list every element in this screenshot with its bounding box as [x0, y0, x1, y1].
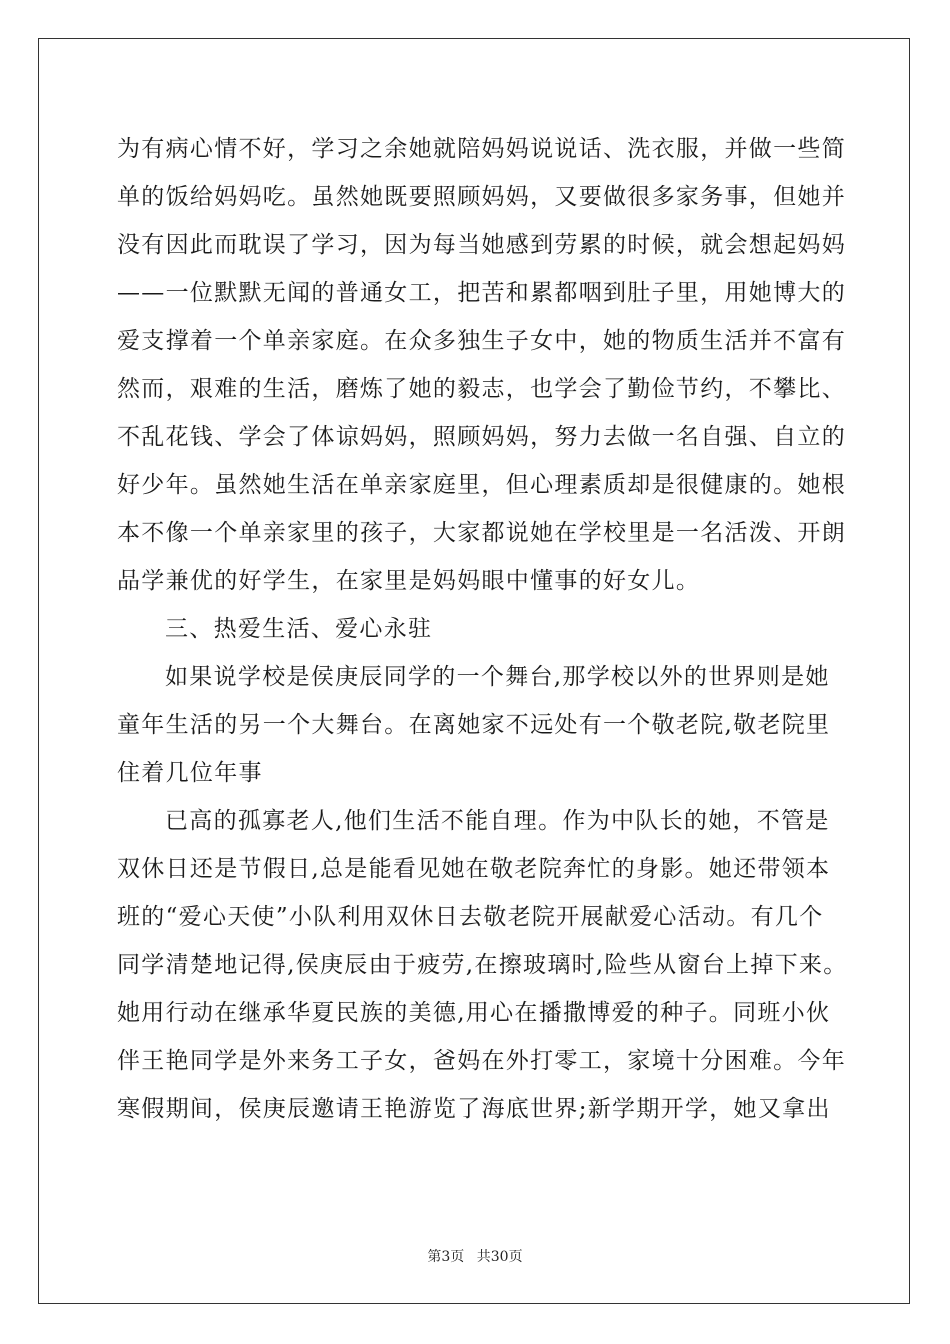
text-line: 她用行动在继承华夏民族的美德,用心在播撒博爱的种子。同班小伙	[117, 1000, 831, 1026]
page-number: 第3页	[427, 1249, 465, 1265]
text-line: 不乱花钱、学会了体谅妈妈，照顾妈妈，努力去做一名自强、自立的	[117, 424, 846, 450]
text-line: 童年生活的另一个大舞台。在离她家不远处有一个敬老院,敬老院里	[117, 712, 831, 738]
text-line: 伴王艳同学是外来务工子女，爸妈在外打零工，家境十分困难。今年	[117, 1048, 846, 1074]
text-line: 爱支撑着一个单亲家庭。在众多独生子女中，她的物质生活并不富有	[117, 328, 846, 354]
text-line: 好少年。虽然她生活在单亲家庭里，但心理素质却是很健康的。她根	[117, 472, 846, 498]
text-line: 品学兼优的好学生，在家里是妈妈眼中懂事的好女儿。	[117, 568, 701, 594]
text-line: 本不像一个单亲家里的孩子，大家都说她在学校里是一名活泼、开朗	[117, 520, 846, 546]
text-line: 单的饭给妈妈吃。虽然她既要照顾妈妈，又要做很多家务事，但她并	[117, 184, 846, 210]
text-line: 没有因此而耽误了学习，因为每当她感到劳累的时候，就会想起妈妈	[117, 232, 846, 258]
section-heading: 三、热爱生活、爱心永驻	[165, 616, 433, 642]
text-line: 然而，艰难的生活，磨炼了她的毅志，也学会了勤俭节约，不攀比、	[117, 376, 846, 402]
document-body	[117, 125, 848, 1133]
text-line: 住着几位年事	[117, 760, 263, 786]
page-footer	[0, 1246, 950, 1266]
text-line: ——一位默默无闻的普通女工，把苦和累都咽到肚子里，用她博大的	[117, 280, 846, 306]
text-line: 如果说学校是侯庚辰同学的一个舞台,那学校以外的世界则是她	[165, 664, 830, 690]
text-line: 寒假期间，侯庚辰邀请王艳游览了海底世界;新学期开学，她又拿出	[117, 1096, 831, 1122]
text-line: 同学清楚地记得,侯庚辰由于疲劳,在擦玻璃时,险些从窗台上掉下来。	[117, 952, 848, 978]
text-line: 双休日还是节假日,总是能看见她在敬老院奔忙的身影。她还带领本	[117, 856, 831, 882]
text-line: 班的“爱心天使”小队利用双休日去敬老院开展献爱心活动。有几个	[117, 904, 824, 930]
text-line: 已高的孤寡老人,他们生活不能自理。作为中队长的她，不管是	[165, 808, 830, 834]
text-line: 为有病心情不好，学习之余她就陪妈妈说说话、洗衣服，并做一些简	[117, 136, 846, 162]
page-total: 共30页	[476, 1249, 523, 1265]
